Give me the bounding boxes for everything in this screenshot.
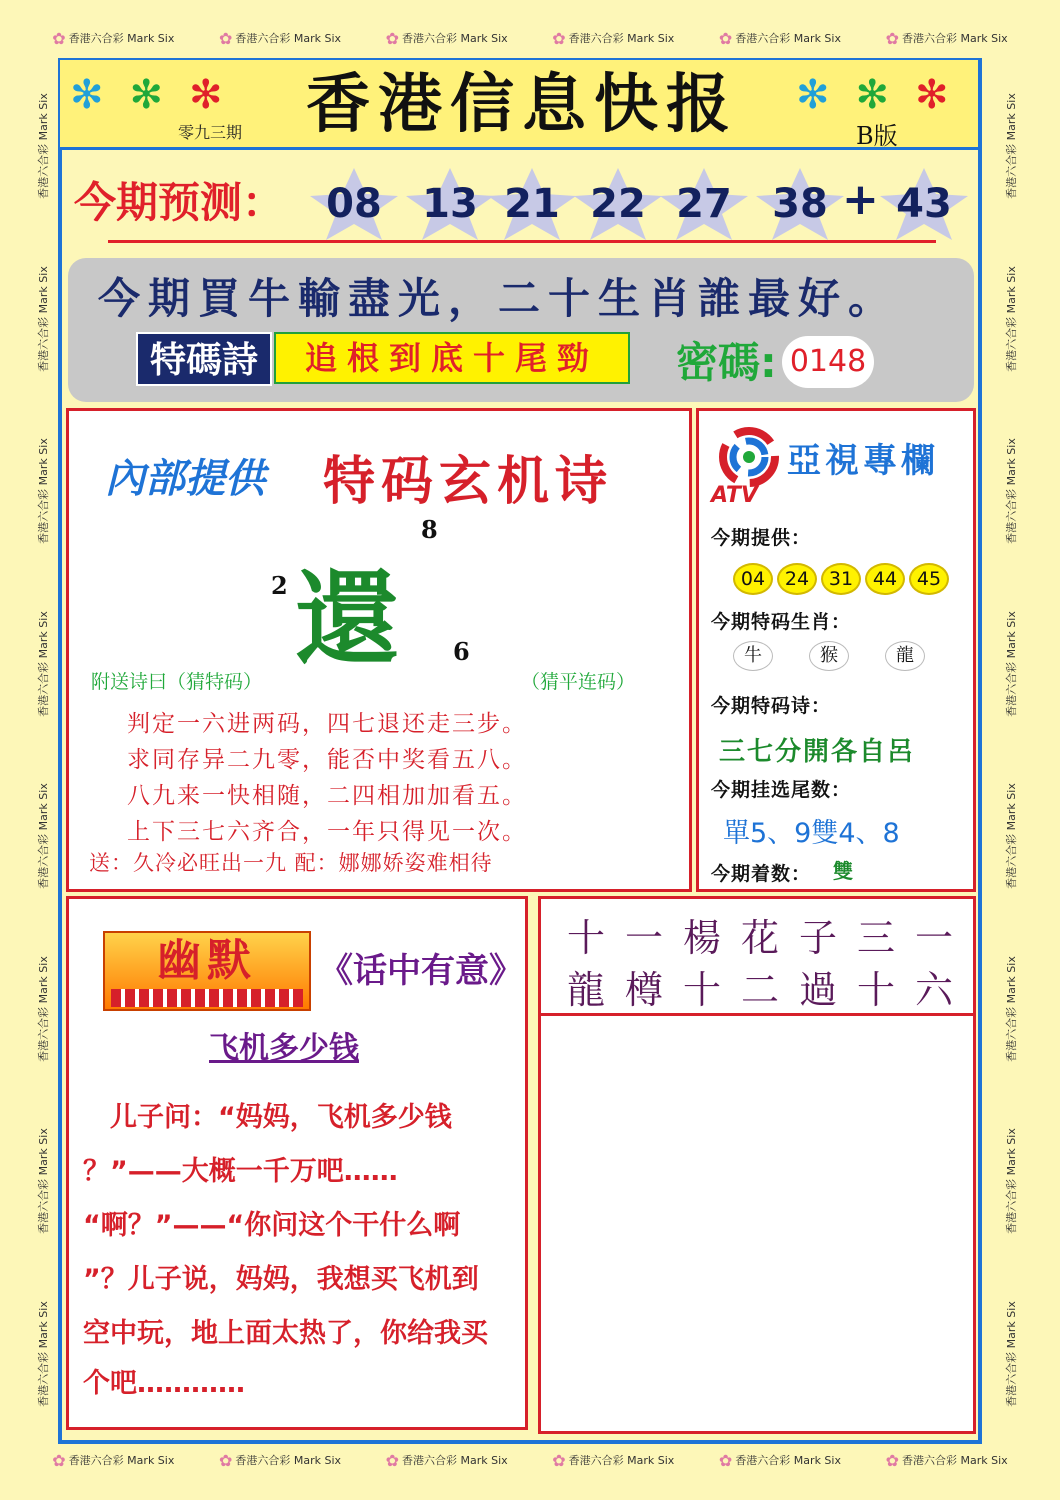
verse-line: 上下三七六齐合，一年只得见一次。 (127, 819, 527, 845)
humor-badge-text: 幽默 (157, 935, 257, 986)
joke-panel (66, 896, 528, 1430)
watermark: 香港六合彩 Mark Six (1005, 93, 1018, 200)
flower-icon: ✿ (552, 28, 566, 48)
watermark: 香港六合彩 Mark Six (1005, 1300, 1018, 1407)
watermark: 香港六合彩 Mark Six (37, 610, 50, 717)
riddle-panel (538, 896, 976, 1016)
watermark: 香港六合彩 Mark Six (37, 93, 50, 200)
joke-line: ”？儿子说，妈妈，我想买飞机到 (83, 1264, 479, 1295)
flower-icon: ✿ (718, 1450, 733, 1470)
sub-label-left: 附送诗曰（猜特码） (91, 671, 263, 693)
inner-title-a: 內部提供 (105, 456, 265, 502)
flower-icon: ✿ (52, 1450, 66, 1470)
riddle-char: 六 (914, 968, 953, 1012)
watermark: 香港六合彩 Mark Six (1005, 955, 1018, 1062)
blank-panel (538, 1016, 976, 1434)
watermark: ✿ 香港六合彩 Mark Six (218, 1450, 342, 1470)
riddle-char: 十 (682, 968, 721, 1012)
decor-stars-left (70, 72, 223, 118)
watermark: ✿ 香港六合彩 Mark Six (385, 1450, 508, 1470)
watermark: ✿ 香港六合彩 Mark Six (885, 1450, 1008, 1470)
atv-tail-label: 今期挂选尾数： (711, 779, 852, 801)
watermark: 香港六合彩 Mark Six (1005, 1128, 1018, 1235)
slogan: 今期買牛輸盡光，二十生肖誰最好。 (98, 274, 899, 323)
asterisk-icon: ✻ (129, 72, 164, 118)
riddle-char: 花 (740, 916, 779, 960)
watermark: ✿ 香港六合彩 Mark Six (718, 1450, 841, 1470)
joke-line: 儿子问：“妈妈，飞机多少钱 (83, 1102, 452, 1133)
flower-icon: ✿ (885, 28, 899, 48)
plus-sign: + (842, 174, 879, 225)
flower-icon: ✿ (885, 1450, 899, 1470)
atv-poem: 三七分開各自呂 (719, 737, 916, 767)
riddle-char: 十 (856, 968, 895, 1012)
number-ball: 45 (909, 563, 949, 595)
verse-line: 求同存异二九零，能否中奖看五八。 (127, 747, 527, 773)
atv-panel (696, 408, 976, 892)
prediction-number: 27 (656, 166, 752, 242)
watermark: ✿ 香港六合彩 Mark Six (552, 1450, 675, 1470)
watermark-strip-right (996, 60, 1026, 1440)
riddle-row-1 (557, 907, 963, 962)
flower-icon: ✿ (552, 1450, 566, 1470)
joke-line: 个吧………… (83, 1368, 245, 1399)
prediction-number: 21 (484, 166, 580, 242)
hint-number-top: 8 (421, 515, 438, 544)
watermark: 香港六合彩 Mark Six (37, 438, 50, 545)
atv-zodiac-label: 今期特码生肖： (711, 611, 852, 633)
prediction-number: 08 (306, 166, 402, 242)
watermark-strip-bottom (30, 1446, 1030, 1474)
asterisk-icon: ✻ (796, 72, 830, 118)
atv-tail-value: 單5、9雙4、8 (723, 818, 900, 849)
hint-number-bottom: 6 (453, 637, 470, 666)
riddle-char: 過 (798, 968, 837, 1012)
zodiac-badge: 猴 (809, 641, 849, 671)
inner-poem-panel (66, 408, 692, 892)
humor-subtitle: 《话中有意》 (319, 951, 523, 991)
riddle-char: 龍 (566, 968, 605, 1012)
watermark-strip-left (28, 60, 58, 1440)
joke-title: 飞机多少钱 (209, 1031, 359, 1066)
riddle-char: 一 (914, 916, 953, 960)
joke-line: ？”——大概一千万吧…… (83, 1156, 398, 1187)
watermark: ✿ 香港六合彩 Mark Six (385, 28, 508, 48)
code-value: 0148 (782, 336, 874, 388)
atv-logo-text: ATV (711, 483, 758, 508)
joke-line: “啊？”——“你问这个干什么啊 (83, 1210, 461, 1241)
poem-label: 特碼詩 (136, 332, 272, 386)
watermark: 香港六合彩 Mark Six (37, 783, 50, 890)
watermark: ✿ 香港六合彩 Mark Six (885, 28, 1008, 48)
humor-badge (103, 931, 311, 1011)
poem-text: 追根到底十尾勁 (274, 332, 630, 384)
sub-label-right: （猜平连码） (521, 671, 636, 693)
big-character: 還 (295, 557, 400, 680)
atv-poem-label: 今期特码诗： (711, 695, 832, 717)
prediction-special-number: 43 (876, 166, 972, 242)
riddle-char: 十 (566, 916, 605, 960)
header-banner (60, 60, 978, 150)
flower-icon: ✿ (52, 28, 66, 48)
prediction-number: 13 (402, 166, 498, 242)
riddle-char: 楊 (682, 916, 721, 960)
atv-move-label: 今期着数： (711, 863, 812, 885)
watermark: ✿ 香港六合彩 Mark Six (52, 28, 175, 48)
promo-box (68, 258, 974, 402)
riddle-char: 樽 (624, 968, 663, 1012)
atv-move-value: 雙 (833, 859, 853, 883)
verse-line: 判定一六进两码，四七退还走三步。 (127, 711, 527, 737)
riddle-char: 二 (740, 968, 779, 1012)
atv-balls (733, 563, 949, 595)
verse-send: 送：久冷必旺出一九 配：娜娜娇姿难相待 (89, 851, 493, 875)
number-ball: 04 (733, 563, 773, 595)
asterisk-icon: ✻ (189, 72, 223, 118)
asterisk-icon: ✻ (855, 72, 890, 118)
riddle-char: 三 (856, 916, 895, 960)
watermark: ✿ 香港六合彩 Mark Six (218, 28, 342, 48)
hint-number-left: 2 (271, 571, 288, 600)
watermark: 香港六合彩 Mark Six (1005, 783, 1018, 890)
number-ball: 44 (865, 563, 905, 595)
riddle-row-2 (557, 959, 963, 1014)
prediction-number: 22 (570, 166, 666, 242)
verse-line: 八九来一快相随，二四相加加看五。 (127, 783, 527, 809)
decor-stars-right (796, 72, 949, 118)
divider (108, 240, 936, 243)
flower-icon: ✿ (718, 28, 733, 48)
flower-icon: ✿ (218, 1450, 233, 1470)
flower-icon: ✿ (218, 28, 233, 48)
flower-icon: ✿ (385, 1450, 399, 1470)
riddle-char: 一 (624, 916, 663, 960)
watermark: 香港六合彩 Mark Six (37, 955, 50, 1062)
joke-line: 空中玩，地上面太热了，你给我买 (83, 1318, 488, 1349)
watermark: 香港六合彩 Mark Six (37, 1300, 50, 1407)
zodiac-badge: 龍 (885, 641, 925, 671)
wave-decoration (111, 989, 303, 1007)
atv-provide-label: 今期提供： (711, 527, 812, 549)
riddle-char: 子 (798, 916, 837, 960)
watermark-strip-top (30, 24, 1030, 52)
watermark: 香港六合彩 Mark Six (37, 1128, 50, 1235)
watermark: ✿ 香港六合彩 Mark Six (52, 1450, 175, 1470)
page-title: 香港信息快报 (306, 67, 738, 142)
zodiac-badge: 牛 (733, 641, 773, 671)
watermark: ✿ 香港六合彩 Mark Six (718, 28, 841, 48)
issue-number: 零九三期 (178, 123, 243, 142)
prediction-label: 今期预测： (74, 178, 285, 227)
atv-title: 亞視專欄 (787, 441, 939, 481)
watermark: 香港六合彩 Mark Six (1005, 438, 1018, 545)
number-ball: 31 (821, 563, 861, 595)
code-label: 密碼: (676, 338, 777, 387)
asterisk-icon: ✻ (70, 72, 104, 118)
watermark: ✿ 香港六合彩 Mark Six (552, 28, 675, 48)
flower-icon: ✿ (385, 28, 399, 48)
watermark: 香港六合彩 Mark Six (37, 265, 50, 372)
edition-label: B版 (856, 122, 898, 150)
watermark: 香港六合彩 Mark Six (1005, 610, 1018, 717)
number-ball: 24 (777, 563, 817, 595)
prediction-number: 38 (752, 166, 848, 242)
asterisk-icon: ✻ (915, 72, 949, 118)
inner-title-b: 特码玄机诗 (323, 452, 614, 512)
watermark: 香港六合彩 Mark Six (1005, 265, 1018, 372)
